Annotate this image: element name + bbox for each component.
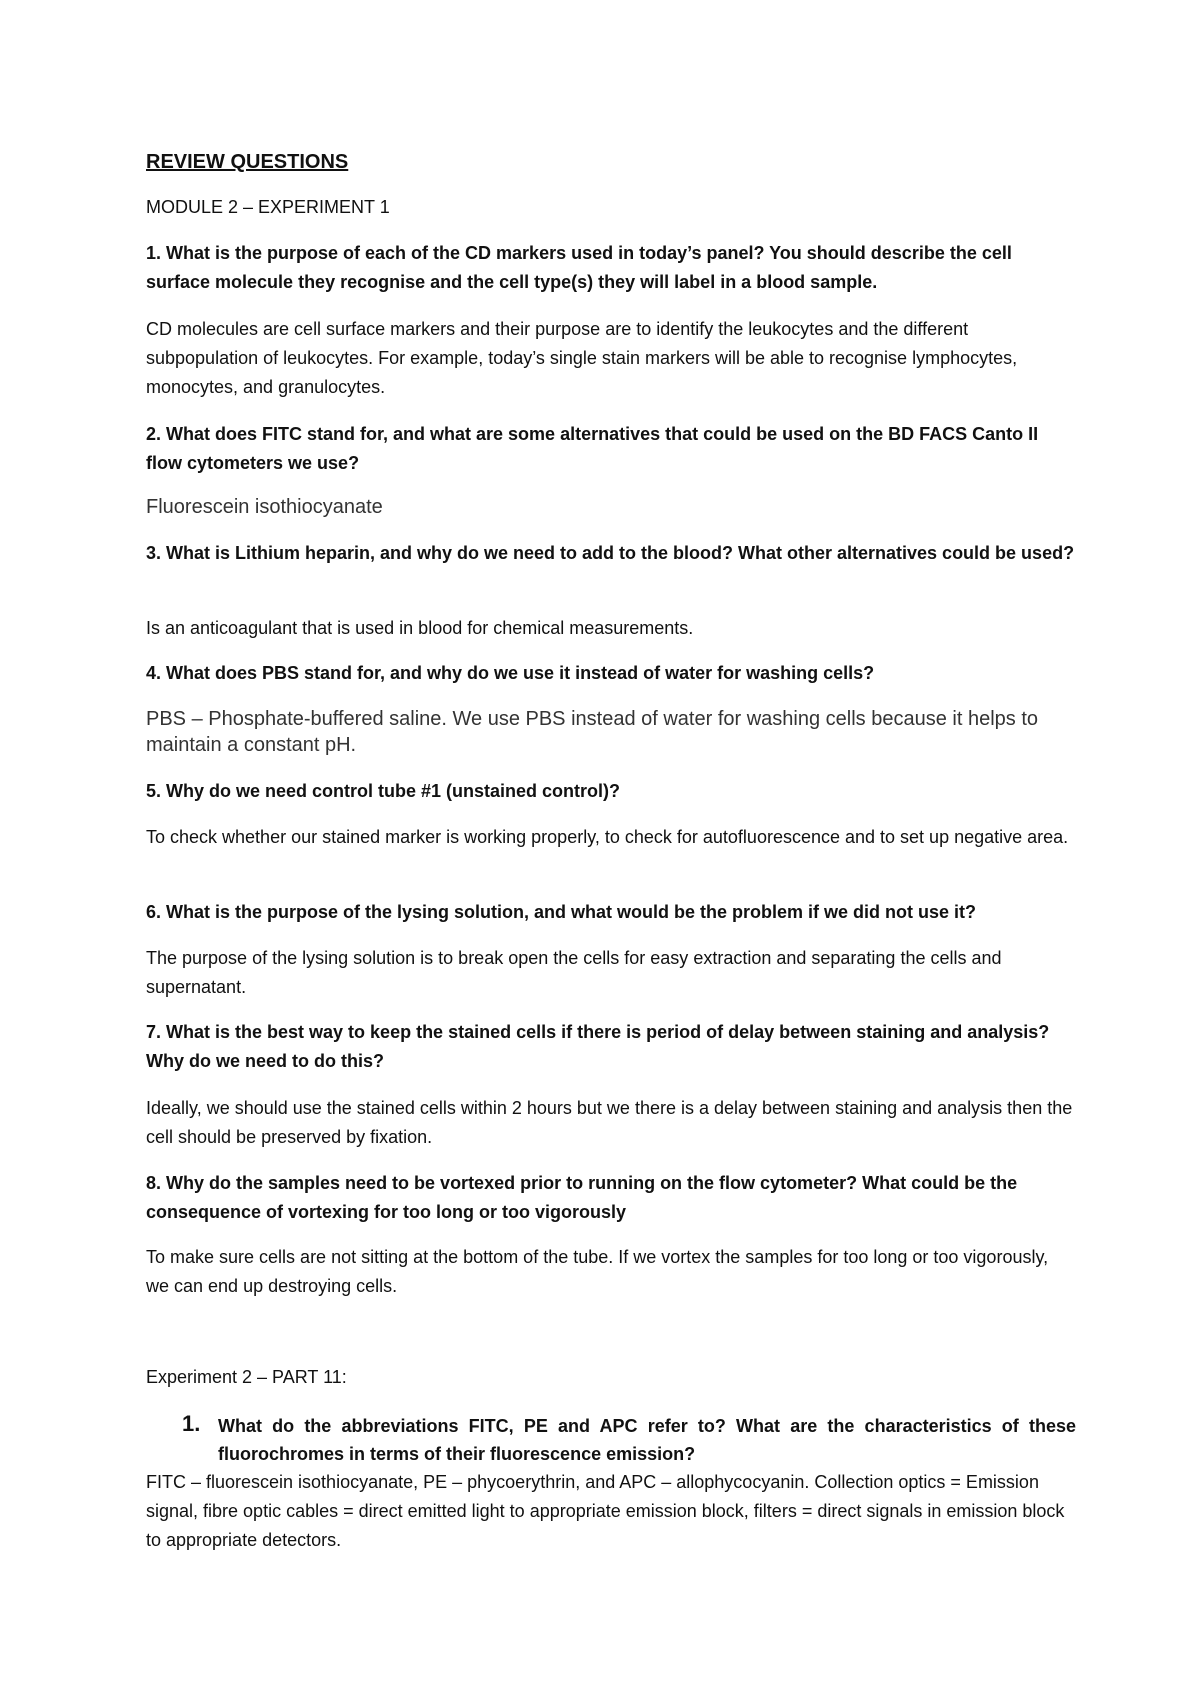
question-3: 3. What is Lithium heparin, and why do we need to add to the blood? What other alternatives could be used? <box>146 543 1075 563</box>
question-6: 6. What is the purpose of the lysing solution, and what would be the problem if we did not use it? <box>146 902 977 922</box>
answer-8: To make sure cells are not sitting at the bottom of the tube. If we vortex the samples for too long or too vigorously, we can end up destroying cells. <box>146 1247 1049 1296</box>
answer-4: PBS – Phosphate-buffered saline. We use PBS instead of water for washing cells because it helps to maintain a constant pH. <box>146 708 1039 756</box>
answer-6: The purpose of the lysing solution is to break open the cells for easy extraction and separating the cells and supernatant. <box>146 948 1002 997</box>
question-1: 1. What is the purpose of each of the CD markers used in today’s panel? You should describe the cell surface molecule they recognise and the cell type(s) they will label in a blood sample. <box>146 243 1012 292</box>
question-5: 5. Why do we need control tube #1 (unstained control)? <box>146 781 621 801</box>
experiment-2-heading: Experiment 2 – PART 11: <box>146 1367 347 1387</box>
answer-3: Is an anticoagulant that is used in blood for chemical measurements. <box>146 618 694 638</box>
question-4: 4. What does PBS stand for, and why do we use it instead of water for washing cells? <box>146 663 875 683</box>
question-8: 8. Why do the samples need to be vortexed prior to running on the flow cytometer? What could be the consequence of vortexing for too long or too vigorously <box>146 1173 1018 1222</box>
answer-2: Fluorescein isothiocyanate <box>146 496 383 518</box>
experiment-2-question-number: 1. <box>182 1411 201 1436</box>
answer-1: CD molecules are cell surface markers and their purpose are to identify the leukocytes and the different subpopulation of leukocytes. For example, today’s single stain markers will be able to recognise lymphocytes, monocytes, and granulocytes. <box>146 319 1018 397</box>
answer-5: To check whether our stained marker is working properly, to check for autofluorescence and to set up negative area. <box>146 827 1069 847</box>
answer-7: Ideally, we should use the stained cells within 2 hours but we there is a delay between staining and analysis then the cell should be preserved by fixation. <box>146 1098 1073 1147</box>
experiment-2-question-text: What do the abbreviations FITC, PE and APC refer to? What are the characteristics of these fluorochromes in terms of their fluorescence emission? <box>218 1416 1076 1464</box>
experiment-2-answer: FITC – fluorescein isothiocyanate, PE – phycoerythrin, and APC – allophycocyanin. Collection optics = Emission signal, fibre optic cables = direct emitted light to appropriate emission block, filters = direct signals in emission block to appropriate detectors. <box>146 1472 1065 1550</box>
experiment-2-question <box>146 1412 1076 1468</box>
question-7: 7. What is the best way to keep the stained cells if there is period of delay between staining and analysis? Why do we need to do this? <box>146 1022 1050 1071</box>
question-2: 2. What does FITC stand for, and what are some alternatives that could be used on the BD FACS Canto II flow cytometers we use? <box>146 424 1039 473</box>
page-title: REVIEW QUESTIONS <box>146 151 349 173</box>
module-heading: MODULE 2 – EXPERIMENT 1 <box>146 197 390 217</box>
